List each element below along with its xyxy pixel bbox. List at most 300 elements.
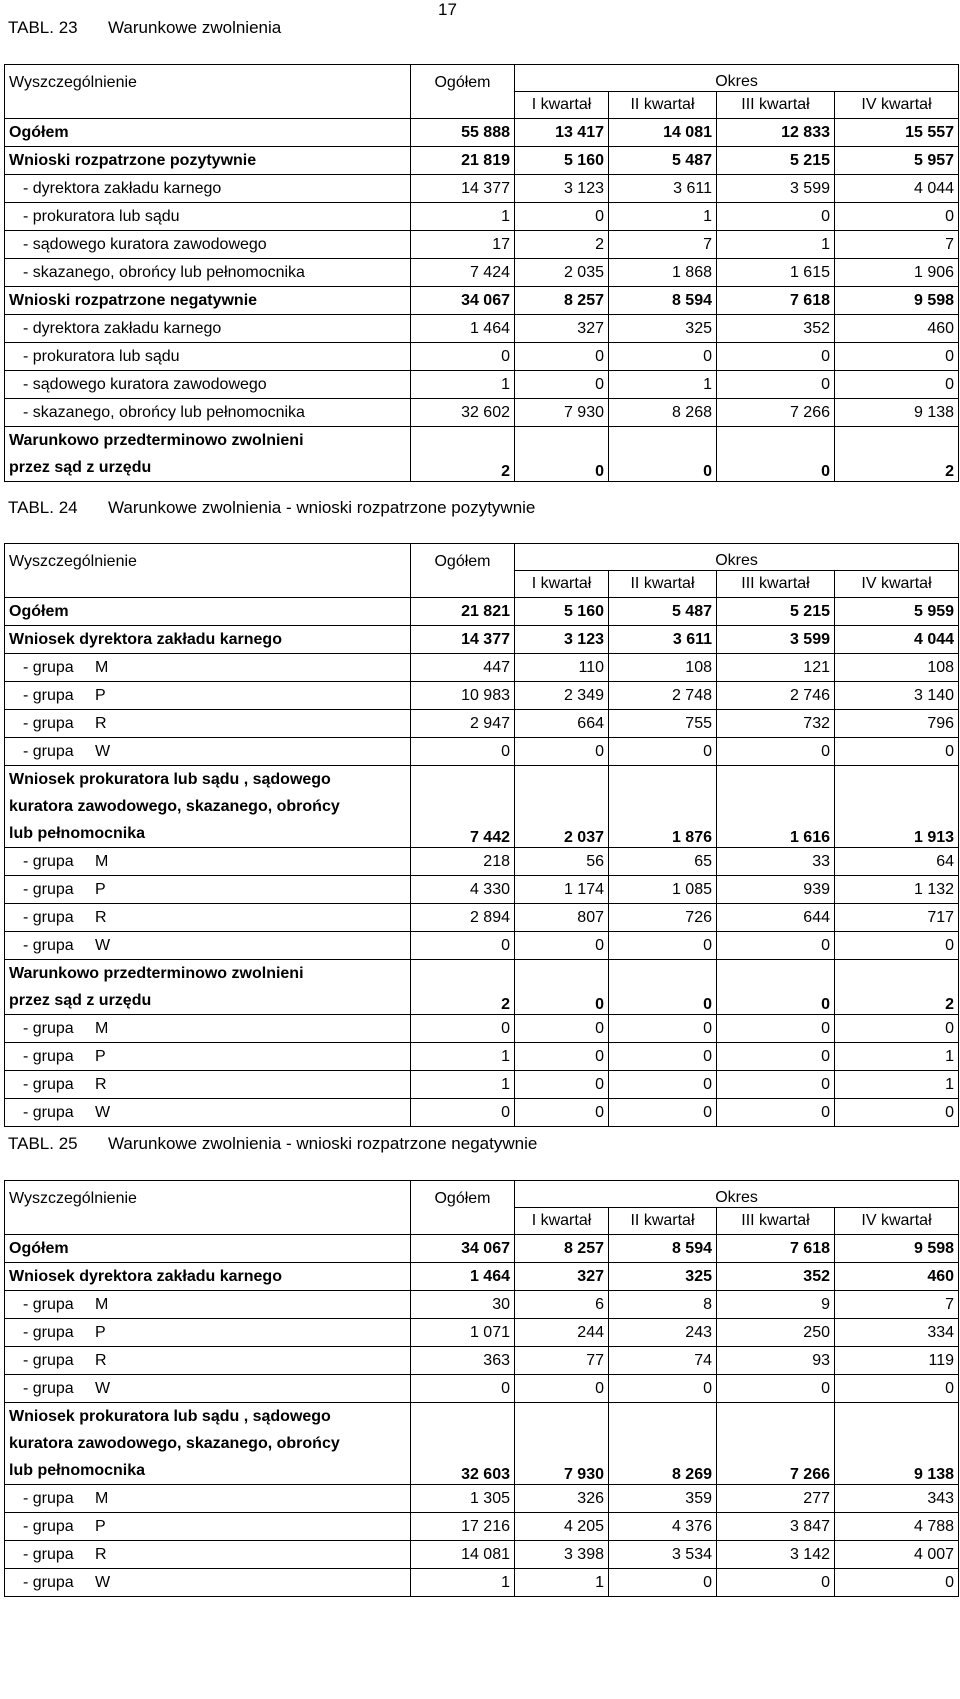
cell-value: 1 071	[411, 1319, 515, 1347]
cell-value: 0	[835, 203, 959, 231]
cell-value: 2 349	[515, 682, 609, 710]
row-label: - grupa R	[5, 710, 411, 738]
cell-value: 363	[411, 1347, 515, 1375]
cell-value: 1	[717, 231, 835, 259]
table-row	[5, 654, 959, 682]
cell-value: 644	[717, 904, 835, 932]
row-label	[5, 371, 411, 399]
header-quarter: III kwartał	[717, 1208, 835, 1235]
cell-value: 4 007	[835, 1541, 959, 1569]
header-label-spacer	[5, 571, 411, 598]
row-label-line: Wniosek prokuratora lub sądu , sądowego	[9, 771, 331, 788]
cell-value: 1	[411, 1043, 515, 1071]
row-label	[5, 175, 411, 203]
cell-value: 1	[835, 1043, 959, 1071]
row-label-line: Wnioski rozpatrzone negatywnie	[9, 292, 258, 309]
row-label	[5, 343, 411, 371]
cell-value: 939	[717, 876, 835, 904]
row-label: - grupa W	[5, 932, 411, 960]
row-label-line: - dyrektora zakładu karnego	[23, 320, 222, 337]
cell-value: 0	[609, 932, 717, 960]
table-title: Warunkowe zwolnienia	[108, 18, 282, 37]
cell-value: 0	[411, 1015, 515, 1043]
header-quarter: I kwartał	[515, 92, 609, 119]
table-row	[5, 203, 959, 231]
row-label: - grupa M	[5, 654, 411, 682]
cell-value: 5 957	[835, 147, 959, 175]
cell-value: 9 598	[835, 1235, 959, 1263]
cell-value: 0	[515, 371, 609, 399]
row-label-line: - skazanego, obrońcy lub pełnomocnika	[23, 404, 305, 421]
cell-value: 1	[411, 203, 515, 231]
header-period: Okres	[515, 65, 959, 92]
table-row	[5, 371, 959, 399]
cell-value: 0	[835, 1569, 959, 1597]
cell-value: 0	[609, 343, 717, 371]
cell-value: 0	[835, 932, 959, 960]
row-label-line: przez sąd z urzędu	[9, 992, 152, 1009]
cell-value: 1	[835, 1071, 959, 1099]
cell-value: 0	[835, 371, 959, 399]
cell-value: 0	[411, 343, 515, 371]
table-row	[5, 876, 959, 904]
cell-value: 55 888	[411, 119, 515, 147]
cell-value: 9 598	[835, 287, 959, 315]
header-quarter: II kwartał	[609, 92, 717, 119]
row-label-line: Wnioski rozpatrzone pozytywnie	[9, 152, 257, 169]
cell-value: 5 215	[717, 598, 835, 626]
cell-value: 7 424	[411, 259, 515, 287]
header-label: Wyszczególnienie	[5, 544, 411, 571]
cell-value: 0	[515, 1099, 609, 1127]
table-23-heading	[8, 18, 281, 38]
cell-value: 0	[835, 738, 959, 766]
cell-value: 326	[515, 1485, 609, 1513]
cell-value: 2 746	[717, 682, 835, 710]
row-label-line: kuratora zawodowego, skazanego, obrońcy	[9, 798, 340, 815]
row-label	[5, 598, 411, 626]
cell-value: 2 894	[411, 904, 515, 932]
table-row	[5, 1291, 959, 1319]
cell-value: 5 959	[835, 598, 959, 626]
row-label	[5, 259, 411, 287]
cell-value: 30	[411, 1291, 515, 1319]
cell-value: 1 615	[717, 259, 835, 287]
cell-value: 7 618	[717, 1235, 835, 1263]
row-label: - grupa W	[5, 1569, 411, 1597]
cell-value: 460	[835, 315, 959, 343]
cell-value: 1 464	[411, 315, 515, 343]
table-row	[5, 1541, 959, 1569]
header-period: Okres	[515, 1181, 959, 1208]
cell-value: 0	[717, 1099, 835, 1127]
cell-value: 1	[411, 1569, 515, 1597]
cell-value: 3 140	[835, 682, 959, 710]
table-row	[5, 1071, 959, 1099]
row-label	[5, 1235, 411, 1263]
cell-value: 3 534	[609, 1541, 717, 1569]
cell-value: 9 138	[835, 1403, 959, 1485]
header-total: Ogółem	[411, 65, 515, 92]
cell-value: 5 215	[717, 147, 835, 175]
table-row	[5, 932, 959, 960]
table-title: Warunkowe zwolnienia - wnioski rozpatrzone pozytywnie	[108, 498, 536, 517]
cell-value: 755	[609, 710, 717, 738]
cell-value: 4 788	[835, 1513, 959, 1541]
cell-value: 7 930	[515, 399, 609, 427]
row-label-line: Wniosek dyrektora zakładu karnego	[9, 631, 282, 648]
cell-value: 460	[835, 1263, 959, 1291]
row-label	[5, 287, 411, 315]
cell-value: 327	[515, 315, 609, 343]
row-label: - grupa W	[5, 1099, 411, 1127]
cell-value: 121	[717, 654, 835, 682]
summary-row	[5, 1263, 959, 1291]
cell-value: 34 067	[411, 287, 515, 315]
table-row	[5, 904, 959, 932]
cell-value: 0	[717, 960, 835, 1015]
cell-value: 0	[717, 1071, 835, 1099]
cell-value: 0	[717, 371, 835, 399]
cell-value: 2	[835, 960, 959, 1015]
cell-value: 17	[411, 231, 515, 259]
cell-value: 108	[609, 654, 717, 682]
table-row	[5, 1319, 959, 1347]
cell-value: 10 983	[411, 682, 515, 710]
cell-value: 8 594	[609, 287, 717, 315]
cell-value: 0	[609, 427, 717, 482]
cell-value: 1 906	[835, 259, 959, 287]
cell-value: 5 160	[515, 147, 609, 175]
cell-value: 4 376	[609, 1513, 717, 1541]
cell-value: 3 611	[609, 175, 717, 203]
row-label: - grupa M	[5, 848, 411, 876]
row-label-line: Wniosek dyrektora zakładu karnego	[9, 1268, 282, 1285]
table-row	[5, 259, 959, 287]
cell-value: 14 081	[411, 1541, 515, 1569]
cell-value: 4 330	[411, 876, 515, 904]
cell-value: 3 599	[717, 175, 835, 203]
row-label-line: przez sąd z urzędu	[9, 459, 152, 476]
row-label: - grupa W	[5, 738, 411, 766]
table-row	[5, 1043, 959, 1071]
cell-value: 4 044	[835, 626, 959, 654]
row-label: - grupa P	[5, 1319, 411, 1347]
cell-value: 1	[515, 1569, 609, 1597]
header-quarter: II kwartał	[609, 571, 717, 598]
cell-value: 0	[717, 1015, 835, 1043]
summary-row	[5, 766, 959, 848]
summary-row	[5, 147, 959, 175]
table-25-heading	[8, 1134, 537, 1154]
row-label: - grupa P	[5, 876, 411, 904]
header-quarter: III kwartał	[717, 571, 835, 598]
table-row	[5, 1015, 959, 1043]
cell-value: 8 269	[609, 1403, 717, 1485]
row-label-line: Wniosek prokuratora lub sądu , sądowego	[9, 1408, 331, 1425]
header-label-spacer	[5, 92, 411, 119]
cell-value: 0	[515, 1375, 609, 1403]
cell-value: 2	[515, 231, 609, 259]
table-row	[5, 315, 959, 343]
table-row	[5, 710, 959, 738]
table-title: Warunkowe zwolnienia - wnioski rozpatrzone negatywnie	[108, 1134, 538, 1153]
cell-value: 0	[609, 1071, 717, 1099]
table-25	[4, 1180, 959, 1597]
cell-value: 7	[609, 231, 717, 259]
cell-value: 0	[515, 203, 609, 231]
row-label: - grupa P	[5, 1513, 411, 1541]
header-total-spacer	[411, 92, 515, 119]
table-row	[5, 738, 959, 766]
cell-value: 0	[609, 1015, 717, 1043]
header-quarter: II kwartał	[609, 1208, 717, 1235]
row-label	[5, 399, 411, 427]
cell-value: 34 067	[411, 1235, 515, 1263]
table-row	[5, 1375, 959, 1403]
table-id: TABL. 23	[8, 18, 78, 37]
table-row	[5, 1485, 959, 1513]
cell-value: 0	[609, 738, 717, 766]
summary-row	[5, 598, 959, 626]
header-label: Wyszczególnienie	[5, 65, 411, 92]
cell-value: 796	[835, 710, 959, 738]
cell-value: 2	[411, 960, 515, 1015]
table-id: TABL. 24	[8, 498, 78, 517]
cell-value: 2 037	[515, 766, 609, 848]
cell-value: 0	[717, 932, 835, 960]
cell-value: 8	[609, 1291, 717, 1319]
cell-value: 93	[717, 1347, 835, 1375]
header-quarter: I kwartał	[515, 571, 609, 598]
cell-value: 447	[411, 654, 515, 682]
table-row	[5, 1347, 959, 1375]
row-label	[5, 766, 411, 848]
cell-value: 3 599	[717, 626, 835, 654]
summary-row	[5, 427, 959, 482]
row-label-line: lub pełnomocnika	[9, 1462, 146, 1479]
cell-value: 14 377	[411, 626, 515, 654]
cell-value: 21 819	[411, 147, 515, 175]
row-label: - grupa M	[5, 1291, 411, 1319]
cell-value: 12 833	[717, 119, 835, 147]
cell-value: 7 930	[515, 1403, 609, 1485]
cell-value: 9 138	[835, 399, 959, 427]
cell-value: 0	[717, 1043, 835, 1071]
cell-value: 0	[717, 427, 835, 482]
row-label-line: - sądowego kuratora zawodowego	[23, 236, 267, 253]
cell-value: 327	[515, 1263, 609, 1291]
summary-row	[5, 119, 959, 147]
row-label	[5, 427, 411, 482]
cell-value: 4 205	[515, 1513, 609, 1541]
row-label	[5, 231, 411, 259]
cell-value: 14 081	[609, 119, 717, 147]
row-label-line: Ogółem	[9, 1240, 69, 1257]
table-row	[5, 1513, 959, 1541]
row-label-line: - skazanego, obrońcy lub pełnomocnika	[23, 264, 305, 281]
summary-row	[5, 1403, 959, 1485]
cell-value: 110	[515, 654, 609, 682]
cell-value: 0	[609, 960, 717, 1015]
cell-value: 2	[835, 427, 959, 482]
cell-value: 1 464	[411, 1263, 515, 1291]
cell-value: 4 044	[835, 175, 959, 203]
cell-value: 1 174	[515, 876, 609, 904]
cell-value: 352	[717, 1263, 835, 1291]
cell-value: 1 913	[835, 766, 959, 848]
cell-value: 1	[411, 1071, 515, 1099]
summary-row	[5, 287, 959, 315]
row-label: - grupa P	[5, 1043, 411, 1071]
cell-value: 325	[609, 1263, 717, 1291]
cell-value: 0	[609, 1375, 717, 1403]
table-row	[5, 175, 959, 203]
cell-value: 0	[835, 1099, 959, 1127]
cell-value: 1 868	[609, 259, 717, 287]
cell-value: 33	[717, 848, 835, 876]
cell-value: 3 398	[515, 1541, 609, 1569]
cell-value: 250	[717, 1319, 835, 1347]
header-label-spacer	[5, 1208, 411, 1235]
row-label-line: kuratora zawodowego, skazanego, obrońcy	[9, 1435, 340, 1452]
table-23	[4, 64, 959, 482]
cell-value: 1	[609, 371, 717, 399]
header-quarter: I kwartał	[515, 1208, 609, 1235]
row-label: - grupa R	[5, 1071, 411, 1099]
table-row	[5, 399, 959, 427]
cell-value: 14 377	[411, 175, 515, 203]
cell-value: 0	[835, 1015, 959, 1043]
summary-row	[5, 960, 959, 1015]
cell-value: 3 123	[515, 175, 609, 203]
row-label: - grupa P	[5, 682, 411, 710]
cell-value: 2 947	[411, 710, 515, 738]
cell-value: 0	[515, 960, 609, 1015]
cell-value: 1 616	[717, 766, 835, 848]
cell-value: 1 305	[411, 1485, 515, 1513]
cell-value: 5 487	[609, 598, 717, 626]
cell-value: 3 611	[609, 626, 717, 654]
cell-value: 0	[411, 738, 515, 766]
cell-value: 0	[411, 1375, 515, 1403]
cell-value: 0	[717, 343, 835, 371]
cell-value: 6	[515, 1291, 609, 1319]
cell-value: 3 847	[717, 1513, 835, 1541]
cell-value: 32 602	[411, 399, 515, 427]
table-row	[5, 343, 959, 371]
cell-value: 0	[515, 343, 609, 371]
row-label	[5, 1263, 411, 1291]
header-total: Ogółem	[411, 1181, 515, 1208]
row-label	[5, 203, 411, 231]
cell-value: 56	[515, 848, 609, 876]
header-quarter: IV kwartał	[835, 571, 959, 598]
cell-value: 732	[717, 710, 835, 738]
header-quarter: IV kwartał	[835, 92, 959, 119]
row-label-line: Warunkowo przedterminowo zwolnieni	[9, 965, 304, 982]
row-label: - grupa R	[5, 1541, 411, 1569]
cell-value: 7	[835, 231, 959, 259]
row-label	[5, 1403, 411, 1485]
cell-value: 13 417	[515, 119, 609, 147]
cell-value: 325	[609, 315, 717, 343]
table-row	[5, 682, 959, 710]
cell-value: 5 160	[515, 598, 609, 626]
cell-value: 8 257	[515, 287, 609, 315]
row-label	[5, 960, 411, 1015]
cell-value: 77	[515, 1347, 609, 1375]
row-label	[5, 626, 411, 654]
cell-value: 119	[835, 1347, 959, 1375]
cell-value: 0	[717, 203, 835, 231]
cell-value: 9	[717, 1291, 835, 1319]
header-total-spacer	[411, 1208, 515, 1235]
cell-value: 726	[609, 904, 717, 932]
cell-value: 2 035	[515, 259, 609, 287]
cell-value: 108	[835, 654, 959, 682]
cell-value: 0	[515, 1071, 609, 1099]
cell-value: 2	[411, 427, 515, 482]
cell-value: 277	[717, 1485, 835, 1513]
cell-value: 15 557	[835, 119, 959, 147]
cell-value: 0	[515, 1043, 609, 1071]
row-label	[5, 119, 411, 147]
cell-value: 1	[411, 371, 515, 399]
summary-row	[5, 626, 959, 654]
cell-value: 1 132	[835, 876, 959, 904]
page-number: 17	[438, 0, 457, 19]
row-label: - grupa R	[5, 1347, 411, 1375]
row-label	[5, 315, 411, 343]
cell-value: 0	[835, 1375, 959, 1403]
table-row	[5, 1099, 959, 1127]
header-quarter: III kwartał	[717, 92, 835, 119]
header-label: Wyszczególnienie	[5, 1181, 411, 1208]
cell-value: 17 216	[411, 1513, 515, 1541]
table-row	[5, 231, 959, 259]
table-24	[4, 543, 959, 1127]
table-row	[5, 848, 959, 876]
cell-value: 8 268	[609, 399, 717, 427]
cell-value: 21 821	[411, 598, 515, 626]
table-id: TABL. 25	[8, 1134, 78, 1153]
cell-value: 1 876	[609, 766, 717, 848]
header-quarter: IV kwartał	[835, 1208, 959, 1235]
cell-value: 664	[515, 710, 609, 738]
cell-value: 3 123	[515, 626, 609, 654]
cell-value: 5 487	[609, 147, 717, 175]
cell-value: 0	[609, 1043, 717, 1071]
summary-row	[5, 1235, 959, 1263]
cell-value: 64	[835, 848, 959, 876]
cell-value: 244	[515, 1319, 609, 1347]
cell-value: 0	[515, 427, 609, 482]
cell-value: 3 142	[717, 1541, 835, 1569]
row-label-line: Ogółem	[9, 124, 69, 141]
row-label-line: - prokuratora lub sądu	[23, 348, 180, 365]
row-label-line: - sądowego kuratora zawodowego	[23, 376, 267, 393]
row-label-line: - prokuratora lub sądu	[23, 208, 180, 225]
cell-value: 0	[717, 738, 835, 766]
row-label: - grupa W	[5, 1375, 411, 1403]
row-label: - grupa M	[5, 1485, 411, 1513]
cell-value: 359	[609, 1485, 717, 1513]
cell-value: 7 442	[411, 766, 515, 848]
cell-value: 0	[515, 932, 609, 960]
cell-value: 0	[515, 1015, 609, 1043]
cell-value: 0	[717, 1569, 835, 1597]
